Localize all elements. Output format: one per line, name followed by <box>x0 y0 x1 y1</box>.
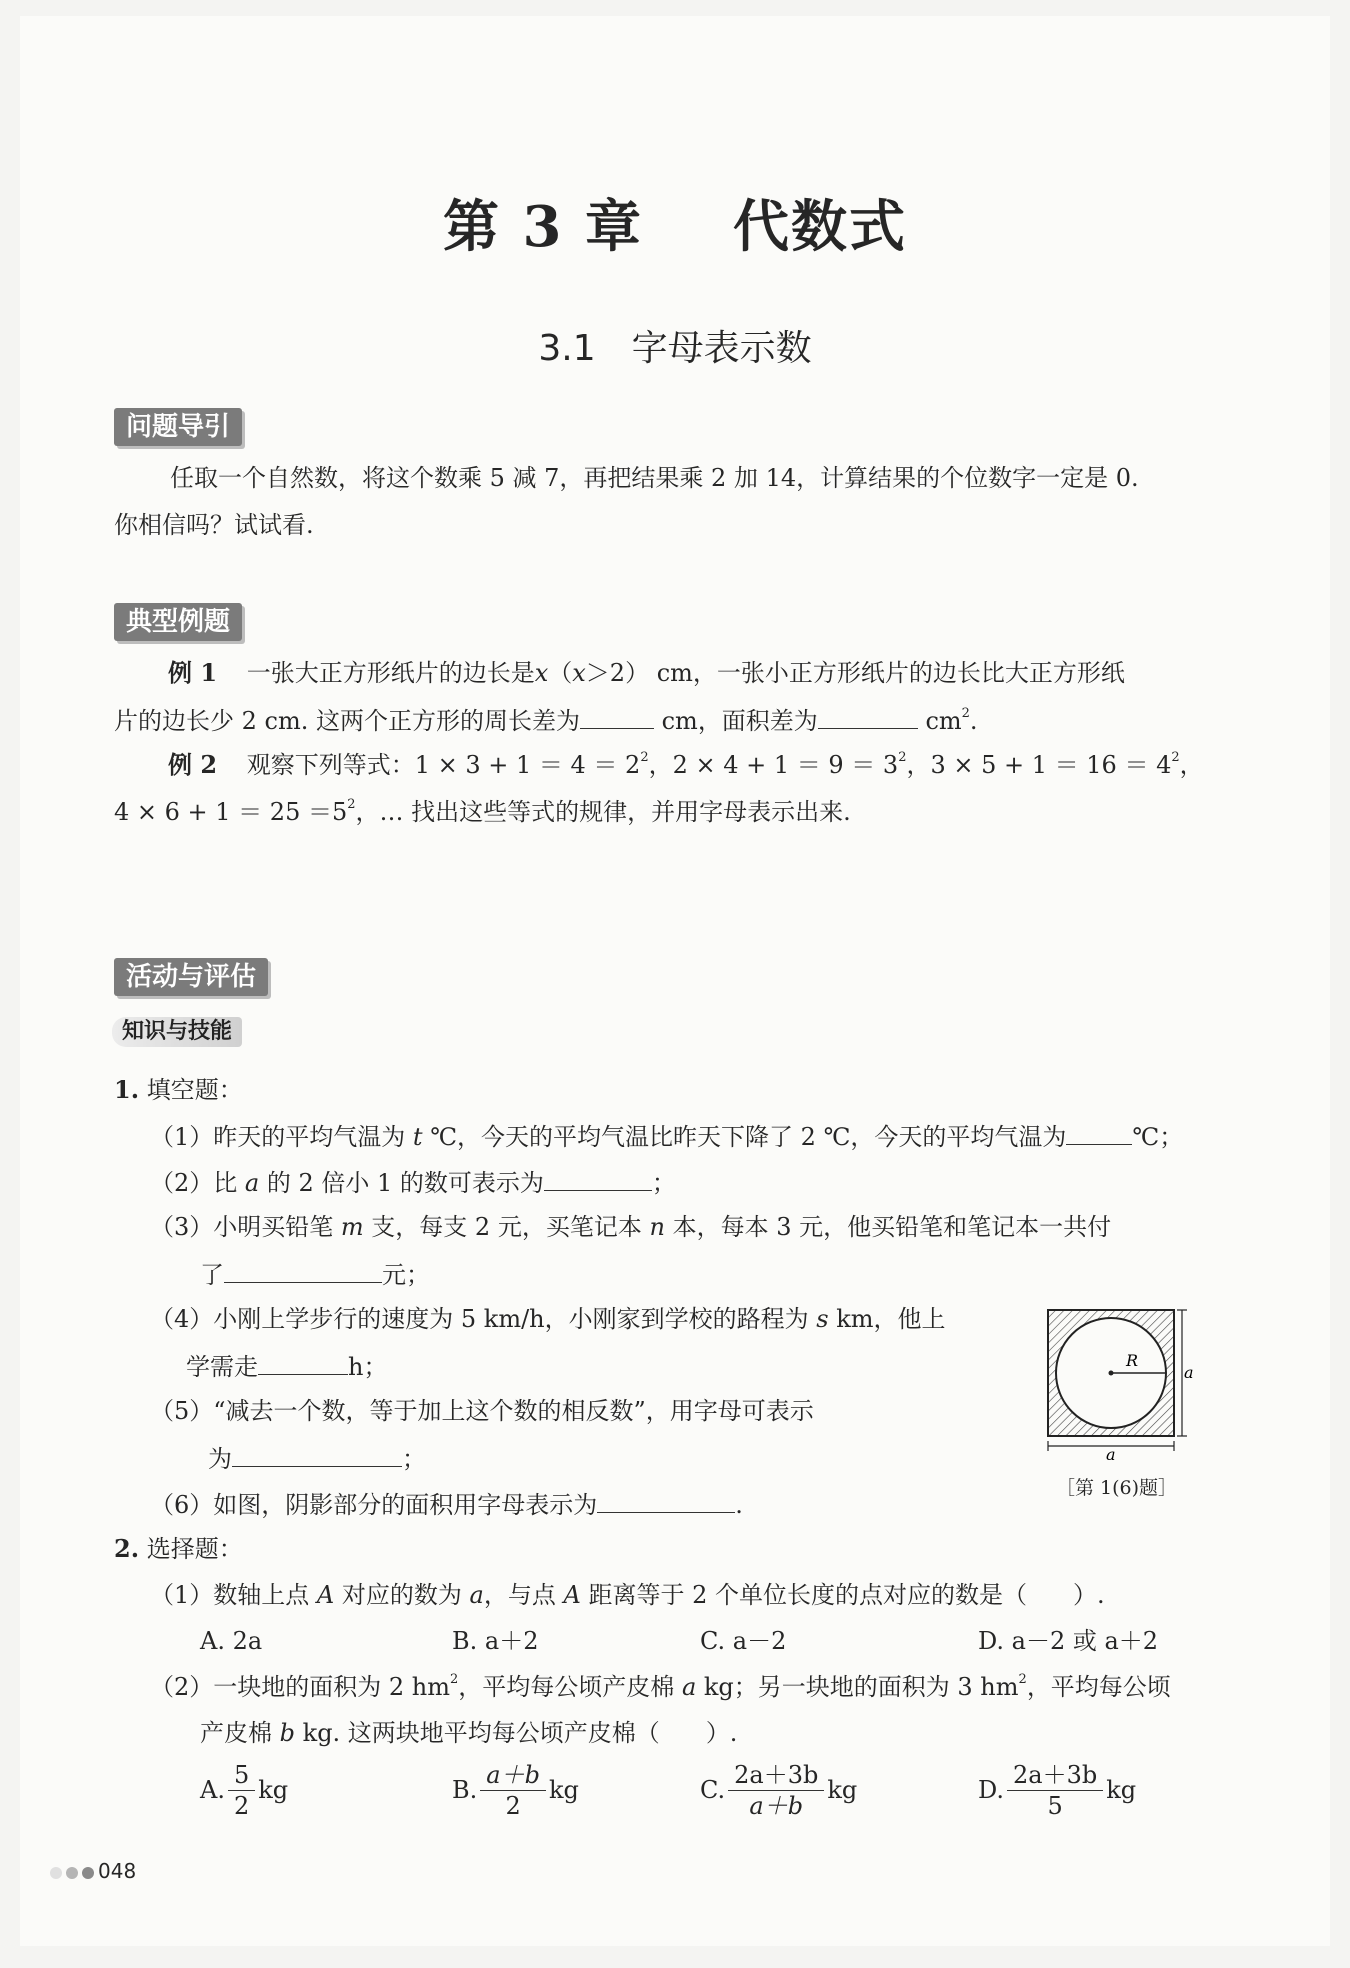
numerator: 5 <box>233 1760 250 1789</box>
var-b: b <box>279 1719 296 1747</box>
center-point <box>1109 1371 1114 1376</box>
examples-tag: 典型例题 <box>114 603 242 641</box>
question-2-title: 选择题： <box>146 1535 243 1563</box>
point-A: A <box>316 1581 335 1609</box>
item-text: ，平均每公顷产皮棉 <box>458 1673 682 1701</box>
item-text: 的 2 倍小 1 的数可表示为 <box>259 1169 544 1197</box>
superscript: 2 <box>898 750 907 765</box>
example-1-label: 例 1 <box>168 658 218 687</box>
item-text: ； <box>651 1169 676 1197</box>
question-1-heading <box>114 1075 243 1105</box>
question-2-number: 2. <box>114 1534 140 1563</box>
q1-item-5 <box>150 1396 814 1426</box>
numerator: 2a＋3b <box>734 1760 819 1789</box>
item-text: 产皮棉 <box>200 1719 280 1747</box>
item-text: （2）一块地的面积为 2 hm <box>150 1673 451 1701</box>
denominator: 5 <box>1007 1790 1103 1819</box>
item-text: （4）小刚上学步行的速度为 5 km/h，小刚家到学校的路程为 <box>150 1305 817 1333</box>
answer-blank[interactable] <box>258 1350 348 1375</box>
item-text: 距离等于 2 个单位长度的点对应的数是（ <box>580 1581 1027 1609</box>
side-label-right: a <box>1184 1363 1194 1382</box>
section-name: 字母表示数 <box>631 328 812 369</box>
example-1-line-1 <box>168 658 1125 688</box>
item-text: 元； <box>382 1261 430 1289</box>
item-text: . <box>735 1491 743 1519</box>
example-2-text: ，3 × 5 + 1 ＝ 16 ＝ 4 <box>906 751 1172 779</box>
item-text: ，平均每公顷 <box>1026 1673 1171 1701</box>
chapter-name: 代数式 <box>732 194 907 260</box>
example-2-text: ， <box>1179 751 1204 779</box>
item-text: ）. <box>705 1719 738 1747</box>
q2-1-option-d[interactable]: D. a－2 或 a＋2 <box>978 1627 1159 1655</box>
chapter-title <box>0 192 1350 262</box>
section-number: 3.1 <box>538 328 596 369</box>
answer-blank[interactable] <box>580 704 654 729</box>
activity-tag: 活动与评估 <box>114 958 268 996</box>
intro-tag: 问题导引 <box>114 408 242 446</box>
option-label: C. <box>700 1776 726 1804</box>
figure-caption: ［第 1(6)题］ <box>1056 1477 1178 1499</box>
var-s: s <box>816 1305 829 1333</box>
item-text: kg；另一块地的面积为 3 hm <box>696 1673 1019 1701</box>
item-text: 本，每本 3 元，他买铅笔和笔记本一共付 <box>664 1213 1112 1241</box>
intro-line-2: 你相信吗？试试看. <box>114 511 314 539</box>
q1-item-3-cont <box>200 1258 430 1290</box>
example-2-text: ，… 找出这些等式的规律，并用字母表示出来. <box>355 798 851 826</box>
q1-item-1 <box>150 1120 1183 1152</box>
superscript: 2 <box>450 1672 459 1687</box>
q1-item-5-cont <box>208 1442 426 1474</box>
page-number: 048 <box>98 1859 137 1883</box>
var-a: a <box>681 1673 697 1701</box>
q1-item-3 <box>150 1212 1111 1242</box>
unit: kg <box>1106 1776 1137 1804</box>
q2-1-option-c[interactable]: C. a－2 <box>700 1627 787 1655</box>
answer-blank[interactable] <box>597 1488 735 1513</box>
numerator: 2a＋3b <box>1013 1760 1098 1789</box>
answer-blank[interactable] <box>818 704 918 729</box>
q2-item-1 <box>150 1580 1105 1610</box>
example-1-line-2 <box>114 704 978 736</box>
fraction <box>231 1762 252 1819</box>
side-label-bottom: a <box>1106 1445 1116 1464</box>
square-circle-figure <box>1040 1300 1194 1464</box>
item-text: ℃； <box>1132 1123 1184 1151</box>
item-text: 学需走 <box>186 1353 258 1381</box>
var-x: x <box>534 659 549 687</box>
condition-text: ＞2） <box>585 659 650 687</box>
paren-open: （ <box>548 659 573 687</box>
option-label: D. <box>978 1776 1005 1804</box>
point-A: A <box>563 1581 581 1609</box>
page-footer <box>50 1858 136 1884</box>
q2-2-option-d[interactable] <box>978 1758 1136 1822</box>
skills-tag: 知识与技能 <box>112 1017 242 1047</box>
q2-2-option-b[interactable] <box>452 1758 579 1822</box>
var-x: x <box>572 659 586 687</box>
numerator: a＋b <box>486 1760 540 1789</box>
radius-label: R <box>1126 1351 1139 1370</box>
item-text: （1）昨天的平均气温为 <box>150 1123 413 1151</box>
item-text: 了 <box>200 1261 224 1289</box>
fraction <box>1010 1762 1100 1819</box>
superscript: 2 <box>1171 750 1180 765</box>
q2-1-option-b[interactable]: B. a＋2 <box>452 1627 539 1655</box>
unit-text: cm <box>917 707 962 735</box>
var-n: n <box>649 1213 665 1241</box>
denominator: 2 <box>480 1790 546 1819</box>
q1-item-4 <box>150 1304 946 1334</box>
answer-blank[interactable] <box>232 1442 402 1467</box>
item-text: （6）如图，阴影部分的面积用字母表示为 <box>150 1491 598 1519</box>
item-text: kg. 这两块地平均每公顷产皮棉（ <box>295 1719 660 1747</box>
item-text: （2）比 <box>150 1169 245 1197</box>
item-text: （3）小明买铅笔 <box>150 1213 341 1241</box>
item-text: 对应的数为 <box>334 1581 470 1609</box>
example-2-text: 观察下列等式：1 × 3 + 1 ＝ 4 ＝ 2 <box>246 751 641 779</box>
answer-blank[interactable] <box>544 1166 652 1191</box>
answer-blank[interactable] <box>1066 1120 1132 1145</box>
question-1-number: 1. <box>114 1075 140 1104</box>
item-text: ； <box>402 1445 426 1473</box>
footer-dot-icon <box>66 1867 78 1879</box>
superscript: 2 <box>640 750 649 765</box>
item-text: ，与点 <box>483 1581 564 1609</box>
item-text: 支，每支 2 元，买笔记本 <box>363 1213 650 1241</box>
unit: kg <box>548 1776 579 1804</box>
item-text: 为 <box>208 1445 232 1473</box>
var-t: t <box>412 1123 423 1151</box>
intro-line-1: 任取一个自然数，将这个数乘 5 减 7，再把结果乘 2 加 14，计算结果的个位数字一定是 0. <box>170 464 1139 492</box>
unit: kg <box>827 1776 858 1804</box>
example-1-text: 片的边长少 2 cm. 这两个正方形的周长差为 <box>114 707 580 735</box>
superscript: 2 <box>961 706 970 721</box>
example-2-text: 4 × 6 + 1 ＝ 25 ＝5 <box>114 798 348 826</box>
item-text: （5）“减去一个数，等于加上这个数的相反数”，用字母可表示 <box>150 1397 814 1425</box>
q1-item-6 <box>150 1488 743 1520</box>
item-text: ℃，今天的平均气温比昨天下降了 2 ℃，今天的平均气温为 <box>422 1123 1067 1151</box>
item-text: h； <box>348 1353 388 1381</box>
fraction <box>483 1762 543 1819</box>
q2-2-option-c[interactable] <box>700 1758 857 1822</box>
q1-item-4-cont <box>186 1350 387 1382</box>
q2-2-option-a[interactable] <box>200 1758 288 1822</box>
example-2-line-2 <box>114 797 851 827</box>
question-1-title: 填空题： <box>146 1076 243 1104</box>
example-1-text: 一张大正方形纸片的边长是 <box>246 659 535 687</box>
superscript: 2 <box>1018 1672 1027 1687</box>
item-text: （1）数轴上点 <box>150 1581 317 1609</box>
option-label: B. <box>452 1776 478 1804</box>
unit: kg <box>258 1776 289 1804</box>
footer-dot-icon <box>50 1867 62 1879</box>
period: . <box>969 707 978 735</box>
option-label: A. <box>200 1776 225 1804</box>
q2-item-2 <box>150 1672 1171 1702</box>
question-2-heading <box>114 1534 243 1564</box>
footer-dot-icon <box>82 1867 94 1879</box>
var-a: a <box>469 1581 484 1609</box>
answer-blank[interactable] <box>224 1258 382 1283</box>
q2-1-option-a[interactable]: A. 2a <box>200 1627 263 1655</box>
item-text: ）. <box>1072 1581 1105 1609</box>
section-title <box>0 326 1350 372</box>
item-text: km，他上 <box>828 1305 946 1333</box>
var-a: a <box>244 1169 260 1197</box>
example-2-label: 例 2 <box>168 750 218 779</box>
q1-item-2 <box>150 1166 676 1198</box>
var-m: m <box>340 1213 364 1241</box>
chapter-number: 第 3 章 <box>443 194 643 260</box>
example-1-text: cm，一张小正方形纸片的边长比大正方形纸 <box>649 659 1125 687</box>
example-1-text: cm，面积差为 <box>653 707 818 735</box>
fraction <box>731 1762 821 1819</box>
superscript: 2 <box>347 797 356 812</box>
denominator: a＋b <box>728 1790 824 1819</box>
example-2-line-1 <box>168 750 1204 780</box>
example-2-text: ，2 × 4 + 1 ＝ 9 ＝ 3 <box>648 751 899 779</box>
denominator: 2 <box>228 1790 255 1819</box>
q2-item-2-cont <box>200 1718 737 1748</box>
